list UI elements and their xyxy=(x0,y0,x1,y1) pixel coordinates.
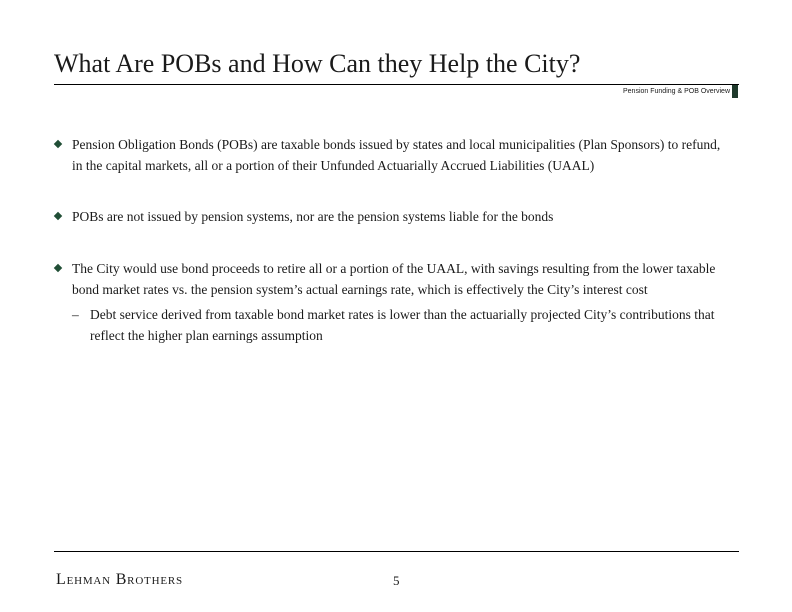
bullet-item xyxy=(54,134,726,176)
bullet-list xyxy=(54,134,726,346)
diamond-bullet-icon xyxy=(54,264,62,272)
diamond-bullet-icon xyxy=(54,140,62,148)
sub-bullet-item xyxy=(54,304,726,346)
bullet-text: Pension Obligation Bonds (POBs) are taxable bonds issued by states and local municipalities (Plan Sponsors) to refund, in the capital markets, all or a portion of their Unfunded Actuarially Accrued Liabilities (UAAL) xyxy=(72,137,721,173)
page-title: What Are POBs and How Can they Help the City? xyxy=(54,49,581,78)
section-subtitle: Pension Funding & POB Overview xyxy=(623,88,730,95)
sub-bullet-text: Debt service derived from taxable bond market rates is lower than the actuarially projected City’s contributions that reflect the higher plan earnings assumption xyxy=(90,307,715,343)
company-logo: Lehman Brothers xyxy=(56,571,183,588)
diamond-bullet-icon xyxy=(54,212,62,220)
bullet-item xyxy=(54,206,726,227)
bullet-item xyxy=(54,258,726,300)
bullet-text: POBs are not issued by pension systems, nor are the pension systems liable for the bonds xyxy=(72,209,554,224)
dash-marker: – xyxy=(72,307,79,322)
title-divider xyxy=(54,84,739,85)
footer-divider xyxy=(54,551,739,552)
subtitle-accent-bar xyxy=(732,85,738,98)
page-number: 5 xyxy=(393,573,400,588)
bullet-text: The City would use bond proceeds to retire all or a portion of the UAAL, with savings resulting from the lower taxable bond market rates vs. the pension system’s actual earnings rate, which is effectively the City’s interest cost xyxy=(72,261,716,297)
